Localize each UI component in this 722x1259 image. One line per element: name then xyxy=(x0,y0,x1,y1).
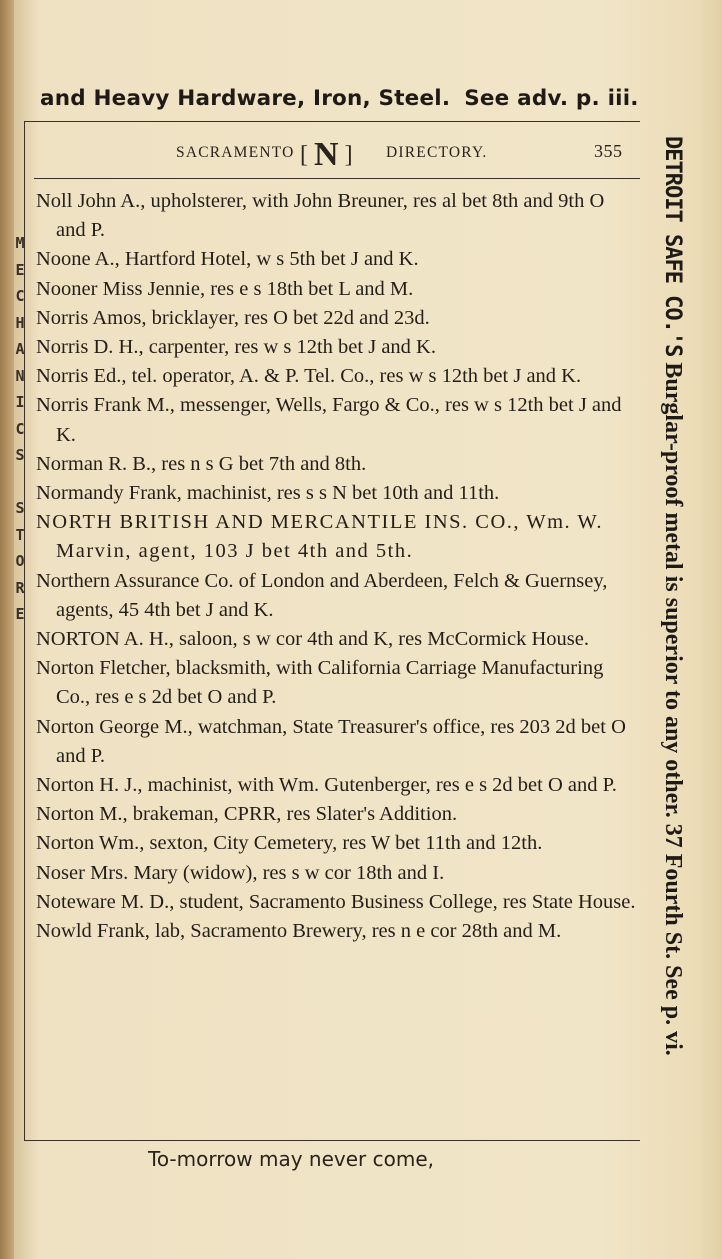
header-letter-section: [ N ] xyxy=(300,136,353,173)
directory-entry: NORTON A. H., saloon, s w cor 4th and K, res McCormick House. xyxy=(36,628,589,651)
book-spine-edge xyxy=(0,0,14,1259)
right-ad-text: Burglar-proof metal is superior to any other. 37 Fourth St. See p. vi. xyxy=(660,362,686,1056)
left-ad-letter: C xyxy=(15,419,25,438)
header-rule xyxy=(34,178,640,179)
header-directory: DIRECTORY. xyxy=(386,144,488,161)
directory-entry: Norton M., brakeman, CPRR, res Slater's Addition. xyxy=(36,803,458,826)
directory-entry: Norris Ed., tel. operator, A. & P. Tel. Co., res w s 12th bet J and K. xyxy=(36,365,582,388)
directory-entry: Northern Assurance Co. of London and Aberdeen, Felch & Guernsey, agents, 45 4th bet J and K. xyxy=(36,569,608,621)
directory-entry: Noll John A., upholsterer, with John Breuner, res al bet 8th and 9th O and P. xyxy=(36,190,605,242)
directory-entries xyxy=(36,187,636,946)
right-ad-brand: DETROIT SAFE CO.'S xyxy=(660,136,685,357)
left-ad-letter: E xyxy=(15,605,25,623)
left-ad-letter: M xyxy=(15,234,25,252)
directory-entry: Norton H. J., machinist, with Wm. Gutenberger, res e s 2d bet O and P. xyxy=(36,774,617,797)
left-ad-letter: A xyxy=(15,340,25,358)
directory-entry: Nowld Frank, lab, Sacramento Brewery, res n e cor 28th and M. xyxy=(36,920,562,943)
top-advertisement xyxy=(40,86,660,111)
left-ad-letter: R xyxy=(15,578,25,597)
left-ad-letter: S xyxy=(15,499,25,517)
directory-entry: Normandy Frank, machinist, res s s N bet 10th and 11th. xyxy=(36,482,500,505)
directory-entry: Norman R. B., res n s G bet 7th and 8th. xyxy=(36,452,367,475)
bottom-advertisement: To-morrow may never come, xyxy=(148,1147,434,1171)
top-ad-reference: See adv. p. iii. xyxy=(464,86,639,111)
directory-entry: Nooner Miss Jennie, res e s 18th bet L and M. xyxy=(36,277,414,300)
directory-entry: Norris Amos, bricklayer, res O bet 22d and 23d. xyxy=(36,306,430,329)
directory-entry: Noteware M. D., student, Sacramento Business College, res State House. xyxy=(36,890,636,913)
left-ad-letter: O xyxy=(15,552,25,570)
left-ad-letter: C xyxy=(15,287,25,305)
left-ad-letter: S xyxy=(15,446,25,464)
directory-entry: Norris Frank M., messenger, Wells, Fargo & Co., res w s 12th bet J and K. xyxy=(36,394,622,446)
directory-entry: Norton Fletcher, blacksmith, with California Carriage Manufacturing Co., res e s 2d bet O and P. xyxy=(36,657,604,709)
directory-entry: Norton Wm., sexton, City Cemetery, res W bet 11th and 12th. xyxy=(36,832,543,855)
right-margin-advertisement xyxy=(642,136,686,1136)
page-number: 355 xyxy=(594,141,623,161)
left-ad-letter: H xyxy=(15,313,25,332)
left-ad-letter: N xyxy=(15,366,25,385)
directory-entry: Norris D. H., carpenter, res w s 12th bet J and K. xyxy=(36,336,436,359)
left-ad-letter: E xyxy=(15,260,25,279)
directory-entry: NORTH BRITISH AND MERCANTILE INS. CO., Wm. W. Marvin, agent, 103 J bet 4th and 5th. xyxy=(36,511,604,563)
header-letter: N xyxy=(314,136,339,173)
running-header xyxy=(176,138,636,172)
header-city: SACRAMENTO xyxy=(176,144,295,161)
left-ad-letter: T xyxy=(15,525,25,544)
directory-entry: Norton George M., watchman, State Treasurer's office, res 203 2d bet O and P. xyxy=(36,715,626,767)
directory-entry: Noone A., Hartford Hotel, w s 5th bet J and K. xyxy=(36,248,419,271)
left-ad-letter: I xyxy=(15,393,25,411)
top-ad-line: and Heavy Hardware, Iron, Steel. xyxy=(40,86,451,111)
directory-entry: Noser Mrs. Mary (widow), res s w cor 18th and I. xyxy=(36,861,445,884)
right-ad-rotated-text xyxy=(659,136,686,1056)
